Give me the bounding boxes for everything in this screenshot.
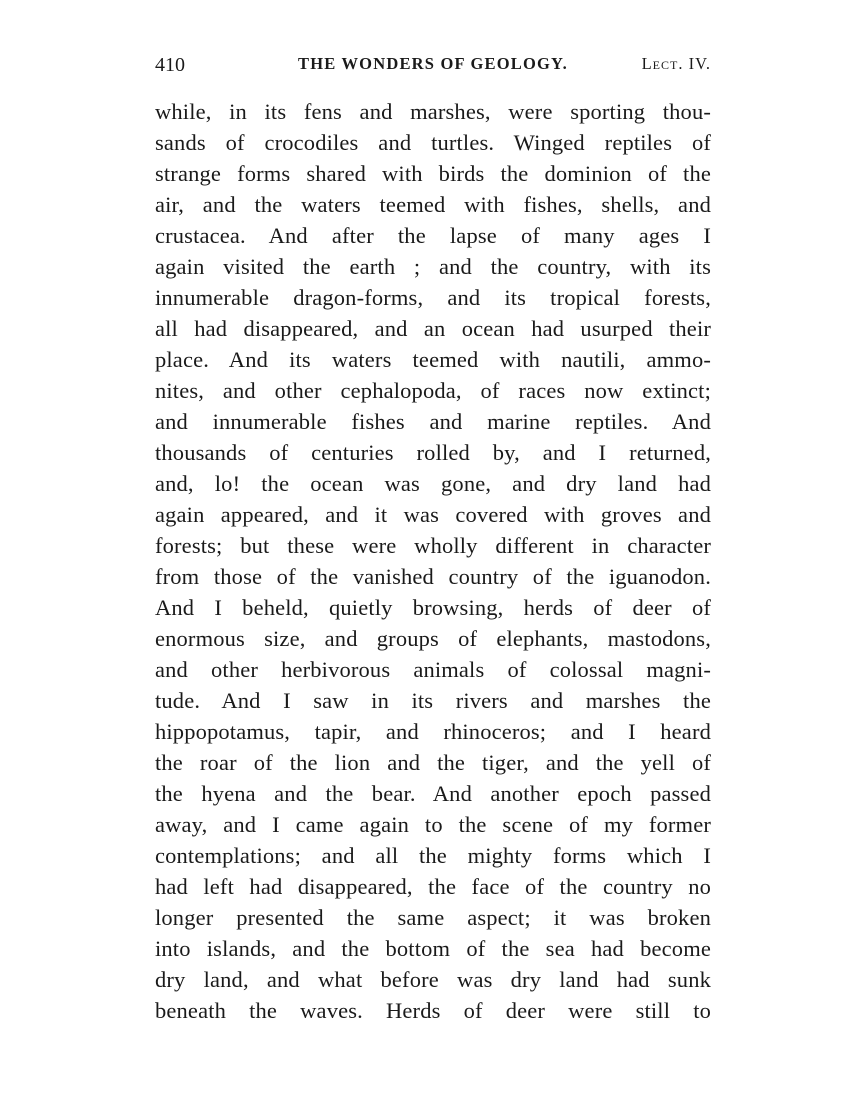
text-line: while, in its fens and marshes, were sporting thou-	[155, 99, 711, 124]
text-line: and other herbivorous animals of colossal magni-	[155, 657, 711, 682]
text-line: tude. And I saw in its rivers and marshes the	[155, 688, 711, 713]
page-number: 410	[155, 54, 185, 76]
text-line: all had disappeared, and an ocean had usurped their	[155, 316, 711, 341]
text-line: enormous size, and groups of elephants, mastodons,	[155, 626, 711, 651]
text-line: sands of crocodiles and turtles. Winged reptiles of	[155, 130, 711, 155]
text-line: dry land, and what before was dry land had sunk	[155, 967, 711, 992]
text-line: and, lo! the ocean was gone, and dry land had	[155, 471, 711, 496]
text-line: the roar of the lion and the tiger, and the yell of	[155, 750, 711, 775]
lecture-reference: Lect. IV.	[641, 54, 711, 73]
text-line: from those of the vanished country of the iguanodon.	[155, 564, 711, 589]
text-line: innumerable dragon-forms, and its tropical forests,	[155, 285, 711, 310]
text-line: beneath the waves. Herds of deer were still to	[155, 998, 711, 1023]
text-line: again visited the earth ; and the country, with its	[155, 254, 711, 279]
text-line: away, and I came again to the scene of my former	[155, 812, 711, 837]
running-title: THE WONDERS OF GEOLOGY.	[298, 54, 568, 73]
text-line: air, and the waters teemed with fishes, shells, and	[155, 192, 711, 217]
text-line: again appeared, and it was covered with groves and	[155, 502, 711, 527]
text-line: into islands, and the bottom of the sea had become	[155, 936, 711, 961]
text-line: contemplations; and all the mighty forms which I	[155, 843, 711, 868]
text-line: longer presented the same aspect; it was broken	[155, 905, 711, 930]
text-line: crustacea. And after the lapse of many ages I	[155, 223, 711, 248]
text-line: the hyena and the bear. And another epoch passed	[155, 781, 711, 806]
text-line: hippopotamus, tapir, and rhinoceros; and I heard	[155, 719, 711, 744]
text-line: place. And its waters teemed with nautili, ammo-	[155, 347, 711, 372]
text-line: had left had disappeared, the face of the country no	[155, 874, 711, 899]
text-line: forests; but these were wholly different in character	[155, 533, 711, 558]
text-line: And I beheld, quietly browsing, herds of deer of	[155, 595, 711, 620]
text-line: strange forms shared with birds the dominion of the	[155, 161, 711, 186]
running-head	[155, 54, 711, 82]
body-text	[155, 96, 711, 1026]
text-line: nites, and other cephalopoda, of races now extinct;	[155, 378, 711, 403]
text-line: and innumerable fishes and marine reptiles. And	[155, 409, 711, 434]
text-line: thousands of centuries rolled by, and I returned,	[155, 440, 711, 465]
